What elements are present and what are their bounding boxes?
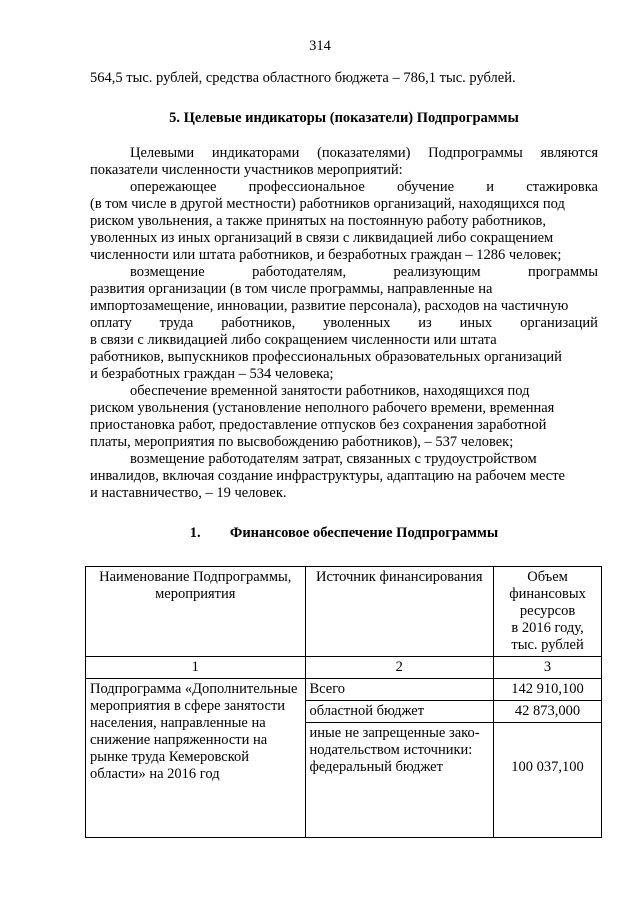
word: из — [418, 315, 432, 331]
word: профессиональное — [248, 179, 365, 195]
source-regional: областной бюджет — [305, 701, 494, 723]
source-other: иные не запрещенные зако- нодательством источники: федеральный бюджет — [305, 723, 494, 838]
financing-table — [85, 566, 602, 838]
word: организаций — [520, 315, 598, 331]
value-regional: 42 873,000 — [494, 701, 602, 723]
intro-line-1 — [130, 145, 598, 162]
word: Целевыми — [130, 145, 195, 161]
word: (показателями) — [317, 145, 411, 161]
item2-line-2: развития организации (в том числе программы, направленные на — [90, 281, 493, 297]
word: иных — [459, 315, 493, 331]
word: являются — [540, 145, 598, 161]
item1-line-1 — [130, 179, 598, 196]
item2-line-5: в связи с ликвидацией либо сокращением численности или штата — [90, 332, 497, 348]
intro-line-2: показатели численности участников мероприятий: — [90, 162, 403, 178]
word: программы — [527, 264, 598, 280]
item3-line-3: приостановка работ, предоставление отпусков без сохранения заработной — [90, 417, 547, 433]
header-cell-name: Наименование Подпрограммы, мероприятия — [86, 567, 306, 657]
paragraph-line: 564,5 тыс. рублей, средства областного бюджета – 786,1 тыс. рублей. — [90, 70, 516, 86]
header-cell-volume: Объем финансовых ресурсов в 2016 году, тыс. рублей — [494, 567, 602, 657]
item4-line-3: и наставничество, – 19 человек. — [90, 485, 287, 501]
table-header-row — [86, 567, 602, 657]
item2-line-1 — [130, 264, 598, 281]
item1-line-5: численности или штата работников, и безработных граждан – 1286 человек; — [90, 247, 562, 263]
item3-line-2: риском увольнения (установление неполного рабочего времени, временная — [90, 400, 555, 416]
word: опережающее — [130, 179, 217, 195]
item2-line-4 — [90, 315, 598, 332]
item4-line-2: инвалидов, включая создание инфраструктуры, адаптацию на рабочем месте — [90, 468, 565, 484]
value-total: 142 910,100 — [494, 679, 602, 701]
table-number-row — [86, 657, 602, 679]
word: оплату — [90, 315, 132, 331]
item3-line-4: платы, мероприятия по высвобождению работников), – 537 человек; — [90, 434, 514, 450]
word: уволенных — [323, 315, 391, 331]
word: труда — [159, 315, 194, 331]
page-number: 314 — [309, 38, 331, 54]
source-total: Всего — [305, 679, 494, 701]
header-cell-source: Источник финансирования — [305, 567, 494, 657]
item1-line-4: уволенных из иных организаций в связи с ликвидацией либо сокращением — [90, 230, 554, 246]
value-federal: 100 037,100 — [494, 723, 602, 838]
item3-line-1: обеспечение временной занятости работников, находящихся под — [130, 383, 530, 399]
item2-line-7: и безработных граждан – 534 человека; — [90, 366, 334, 382]
section-title: Финансовое обеспечение Подпрограммы — [229, 525, 499, 541]
column-number: 2 — [305, 657, 494, 679]
word: обучение — [397, 179, 455, 195]
word: стажировка — [526, 179, 598, 195]
item4-line-1: возмещение работодателям затрат, связанных с трудоустройством — [130, 451, 537, 467]
item2-line-3: импортозамещение, инновации, развитие персонала), расходов на частичную — [90, 298, 569, 314]
program-name-cell: Подпрограмма «Дополнительные мероприятия в сфере занятости населения, направленные на снижение напряженности на рынке труда Кемеровской области» на 2016 год — [86, 679, 306, 838]
word: индикаторами — [211, 145, 300, 161]
section-number: 1. — [189, 525, 201, 541]
word: Подпрограммы — [428, 145, 523, 161]
word: работников, — [221, 315, 296, 331]
item2-line-6: работников, выпускников профессиональных образовательных организаций — [90, 349, 562, 365]
item1-line-2: (в том числе в другой местности) работников организаций, находящихся под — [90, 196, 565, 212]
item1-line-3: риском увольнения, а также принятых на постоянную работу работников, — [90, 213, 546, 229]
word: и — [486, 179, 494, 195]
column-number: 1 — [86, 657, 306, 679]
word: работодателям, — [252, 264, 347, 280]
column-number: 3 — [494, 657, 602, 679]
section-1-heading — [90, 525, 598, 542]
word: возмещение — [130, 264, 205, 280]
table-row-total — [86, 679, 602, 701]
section-5-heading: 5. Целевые индикаторы (показатели) Подпрограммы — [169, 110, 519, 126]
word: реализующим — [393, 264, 481, 280]
